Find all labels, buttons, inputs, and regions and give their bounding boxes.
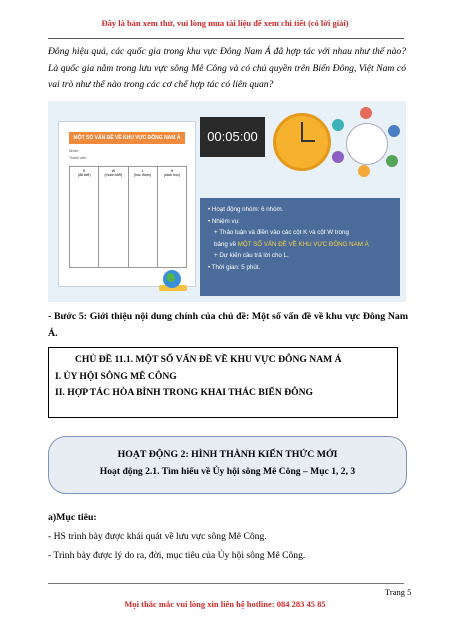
- task-line: [208, 239, 396, 251]
- task-line-prefix: bảng về: [214, 240, 238, 248]
- task-line: • Thời gian: 5 phút.: [208, 263, 261, 271]
- preview-watermark: Đây là bản xem thử, vui lòng mua tài liệu để xem chi tiết (có lời giải): [101, 18, 349, 28]
- goal-item: - HS trình bày được khái quát về lưu vực sông Mê Công.: [48, 531, 267, 542]
- topic-outline-box: [48, 347, 398, 418]
- intro-question: Đông hiệu quả, các quốc gia trong khu vực Đông Nam Á đã hợp tác với nhau như thế nào? Là quốc gia nằm trong lưu vực sông Mê Công và có chủ quyền trên Biển Đông, Việt Nam có vai trò như thế nào trong các cơ chế hợp tác có liên quan?: [48, 46, 406, 90]
- person-icon: [332, 119, 344, 131]
- person-icon: [386, 155, 398, 167]
- task-line: • Hoạt động nhóm: 6 nhóm.: [208, 206, 284, 213]
- countdown-timer: 00:05:00: [200, 117, 265, 157]
- activity-subtitle: Hoạt động 2.1. Tìm hiểu về Ủy hội sông Mê Công – Mục 1, 2, 3: [99, 466, 356, 477]
- activity-title: HOẠT ĐỘNG 2: HÌNH THÀNH KIẾN THỨC MỚI: [117, 449, 338, 460]
- worksheet-column-h: H (cách học): [163, 169, 181, 177]
- topic-item: I. ỦY HỘI SÔNG MÊ CÔNG: [55, 370, 177, 382]
- person-icon: [332, 151, 344, 163]
- goal-item: - Trình bày được lý do ra, đời, mục tiêu của Ủy hội sông Mê Công.: [48, 550, 306, 561]
- worksheet-grid: [69, 166, 187, 268]
- worksheet-members-label: Thành viên:: [69, 156, 88, 160]
- task-highlight: MỘT SỐ VẤN ĐỀ VỀ KHU VỰC ĐÔNG NAM Á: [237, 240, 369, 248]
- group-discussion-illustration: [330, 107, 402, 177]
- worksheet-group-label: Nhóm:: [69, 149, 80, 153]
- person-icon: [388, 125, 400, 137]
- footer-divider: [48, 583, 404, 584]
- task-line: • Nhiệm vụ:: [208, 217, 240, 225]
- clock-hand: [301, 122, 303, 142]
- activity-banner: [48, 436, 407, 494]
- goals-heading: a)Mục tiêu:: [48, 512, 97, 523]
- round-table-icon: [346, 123, 388, 165]
- topic-item: II. HỢP TÁC HÒA BÌNH TRONG KHAI THÁC BIỂN ĐÔNG: [55, 387, 314, 398]
- hotline-notice: Mọi thắc mắc vui lòng xin liên hệ hotline: 084 283 45 85: [124, 599, 326, 609]
- topic-title: CHỦ ĐỀ 11.1. MỘT SỐ VẤN ĐỀ VỀ KHU VỰC ĐÔNG NAM Á: [75, 354, 342, 365]
- task-line: + Thảo luận và điền vào các cột K và cột W trong: [214, 229, 349, 236]
- worksheet-column-l: L (học được): [129, 167, 158, 267]
- task-line: + Dự kiến câu trả lời cho L.: [214, 252, 289, 259]
- lesson-slide-image: [48, 101, 406, 302]
- header-divider: [48, 38, 404, 39]
- globe-icon: [163, 270, 181, 288]
- group-task-instructions: [200, 198, 400, 296]
- worksheet-title: MỘT SỐ VẤN ĐỀ VỀ KHU VỰC ĐÔNG NAM Á: [69, 132, 185, 144]
- worksheet-column-w: W (muốn biết): [99, 167, 128, 267]
- clock-hand: [301, 140, 315, 142]
- page-number: Trang 5: [385, 587, 412, 597]
- person-icon: [360, 107, 372, 119]
- person-icon: [358, 165, 370, 177]
- kwlh-worksheet: [58, 121, 196, 287]
- worksheet-column-k: K (đã biết): [70, 167, 99, 267]
- alarm-clock-icon: [273, 113, 331, 171]
- step-5-paragraph: - Bước 5: Giới thiệu nội dung chính của chủ đề: Một số vấn đề về khu vực Đông Nam Á.: [48, 311, 408, 339]
